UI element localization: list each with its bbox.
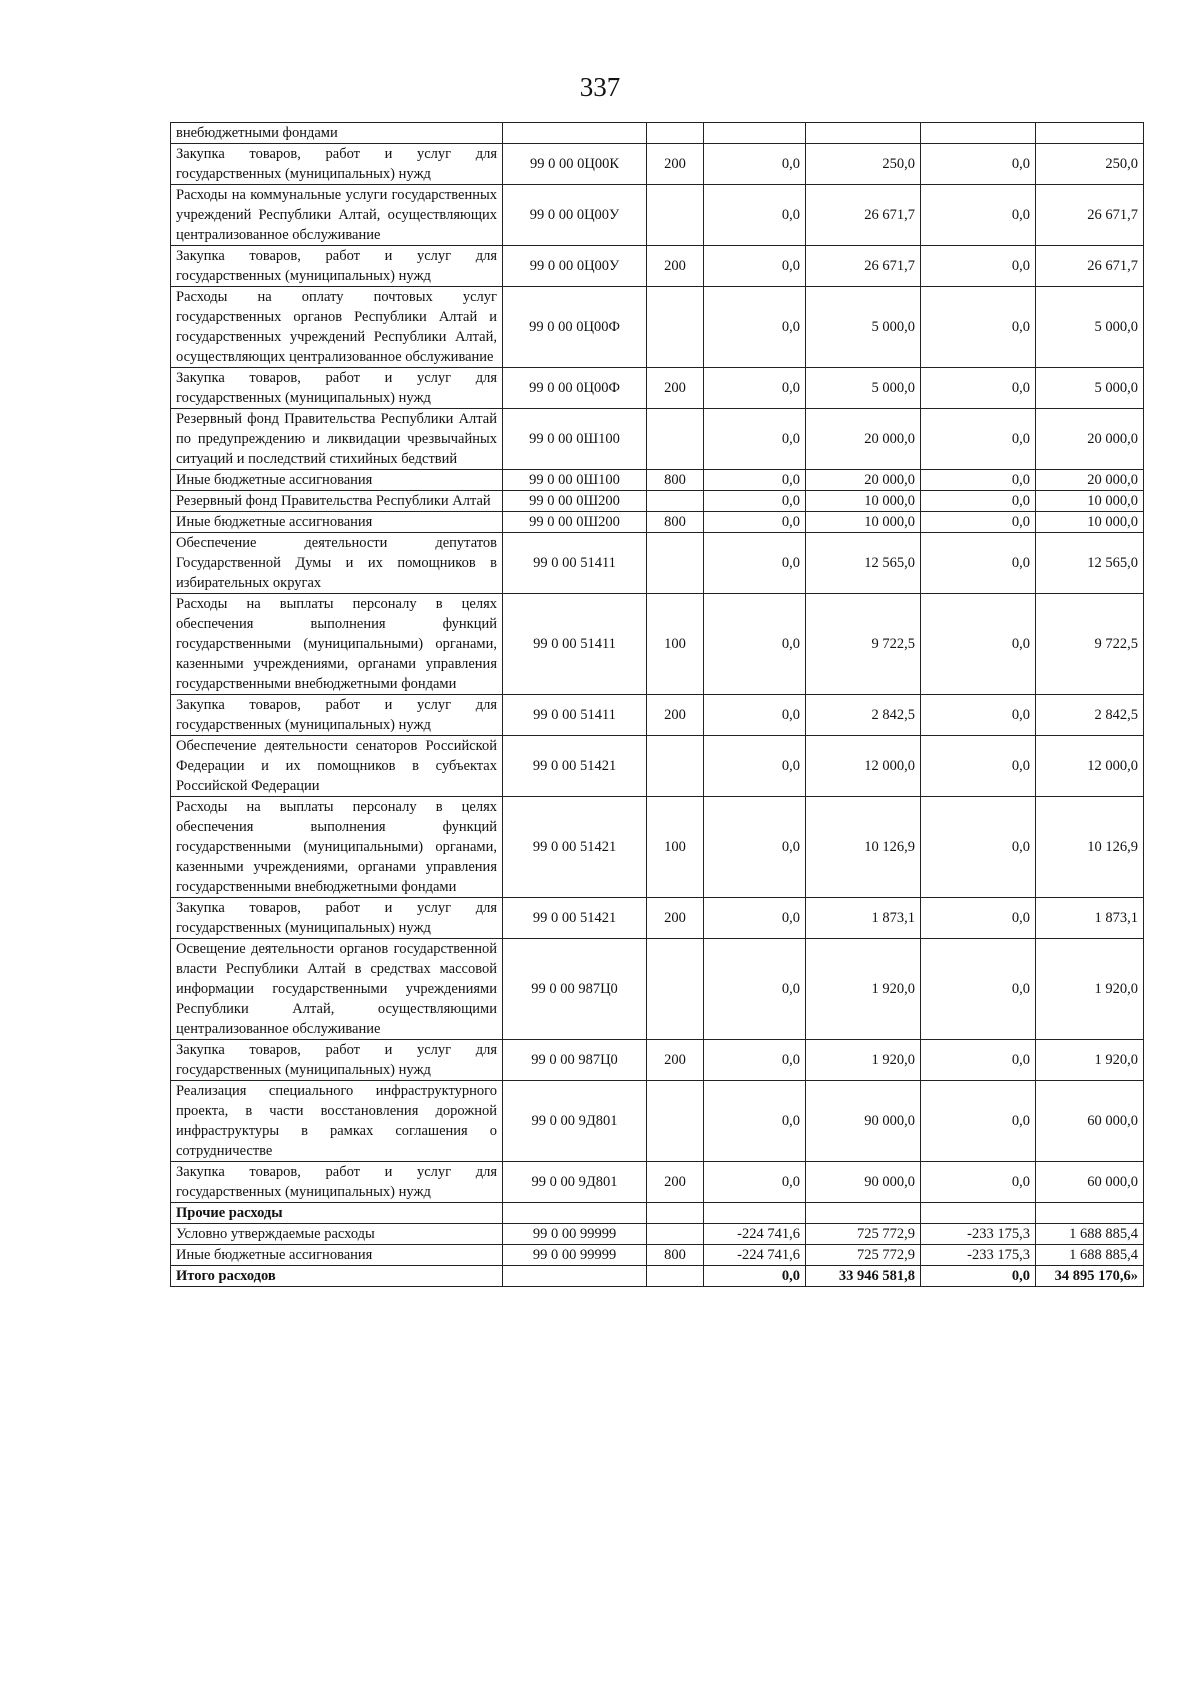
table-body	[171, 123, 1144, 1287]
budget-table	[170, 122, 1144, 1287]
cell-code: 99 0 00 9Д801	[503, 1162, 647, 1203]
cell-amount-2: 9 722,5	[806, 594, 921, 695]
cell-amount-4: 12 000,0	[1036, 736, 1144, 797]
cell-name: внебюджетными фондами	[171, 123, 503, 144]
cell-amount-3: 0,0	[921, 1162, 1036, 1203]
cell-amount-3: 0,0	[921, 287, 1036, 368]
cell-amount-4: 20 000,0	[1036, 470, 1144, 491]
cell-expense-type	[647, 939, 704, 1040]
cell-name: Закупка товаров, работ и услуг для государственных (муниципальных) нужд	[171, 246, 503, 287]
cell-amount-3: 0,0	[921, 898, 1036, 939]
cell-name: Расходы на выплаты персоналу в целях обеспечения выполнения функций государственными (муниципальными) органами, казенными учреждениями, органами управления государственными внебюджетными фондами	[171, 797, 503, 898]
cell-code: 99 0 00 0Ц00У	[503, 185, 647, 246]
cell-amount-4: 1 688 885,4	[1036, 1224, 1144, 1245]
cell-expense-type	[647, 409, 704, 470]
cell-name: Обеспечение деятельности сенаторов Российской Федерации и их помощников в субъектах Российской Федерации	[171, 736, 503, 797]
cell-amount-1: 0,0	[704, 1266, 806, 1287]
table-row	[171, 512, 1144, 533]
cell-expense-type: 200	[647, 1040, 704, 1081]
cell-amount-2: 33 946 581,8	[806, 1266, 921, 1287]
cell-code: 99 0 00 0Ц00Ф	[503, 368, 647, 409]
cell-amount-4: 12 565,0	[1036, 533, 1144, 594]
cell-name: Резервный фонд Правительства Республики Алтай	[171, 491, 503, 512]
cell-amount-1: 0,0	[704, 246, 806, 287]
cell-expense-type	[647, 185, 704, 246]
cell-code: 99 0 00 0Ш200	[503, 512, 647, 533]
table-row	[171, 797, 1144, 898]
table-row	[171, 368, 1144, 409]
cell-amount-2: 12 000,0	[806, 736, 921, 797]
cell-amount-2: 10 000,0	[806, 491, 921, 512]
cell-expense-type	[647, 287, 704, 368]
table-row	[171, 1040, 1144, 1081]
cell-amount-4: 9 722,5	[1036, 594, 1144, 695]
cell-expense-type	[647, 1081, 704, 1162]
table-row	[171, 1162, 1144, 1203]
cell-amount-1: 0,0	[704, 939, 806, 1040]
cell-amount-4: 20 000,0	[1036, 409, 1144, 470]
cell-amount-1: 0,0	[704, 287, 806, 368]
cell-code	[503, 1266, 647, 1287]
cell-code: 99 0 00 987Ц0	[503, 1040, 647, 1081]
cell-code: 99 0 00 0Ц00К	[503, 144, 647, 185]
cell-amount-3: 0,0	[921, 246, 1036, 287]
cell-name: Закупка товаров, работ и услуг для государственных (муниципальных) нужд	[171, 898, 503, 939]
cell-amount-4: 10 000,0	[1036, 491, 1144, 512]
cell-expense-type	[647, 1266, 704, 1287]
cell-amount-1: -224 741,6	[704, 1224, 806, 1245]
cell-amount-1: 0,0	[704, 695, 806, 736]
cell-code: 99 0 00 51411	[503, 695, 647, 736]
cell-code: 99 0 00 51421	[503, 898, 647, 939]
cell-amount-3: 0,0	[921, 368, 1036, 409]
cell-amount-1: 0,0	[704, 491, 806, 512]
cell-name: Закупка товаров, работ и услуг для государственных (муниципальных) нужд	[171, 1162, 503, 1203]
cell-amount-2: 90 000,0	[806, 1162, 921, 1203]
cell-amount-4: 34 895 170,6»	[1036, 1266, 1144, 1287]
cell-name: Итого расходов	[171, 1266, 503, 1287]
table-row	[171, 695, 1144, 736]
cell-name: Закупка товаров, работ и услуг для государственных (муниципальных) нужд	[171, 1040, 503, 1081]
cell-code: 99 0 00 51421	[503, 736, 647, 797]
cell-code: 99 0 00 0Ш100	[503, 470, 647, 491]
cell-expense-type	[647, 736, 704, 797]
cell-name: Освещение деятельности органов государственной власти Республики Алтай в средствах массовой информации государственными учреждениями Республики Алтай, осуществляющими централизованное обслуживание	[171, 939, 503, 1040]
cell-amount-2	[806, 1203, 921, 1224]
cell-amount-1: 0,0	[704, 409, 806, 470]
table-row	[171, 144, 1144, 185]
cell-amount-3: 0,0	[921, 939, 1036, 1040]
cell-code: 99 0 00 9Д801	[503, 1081, 647, 1162]
cell-code: 99 0 00 0Ц00Ф	[503, 287, 647, 368]
cell-name: Иные бюджетные ассигнования	[171, 512, 503, 533]
cell-amount-1: 0,0	[704, 144, 806, 185]
table-row	[171, 736, 1144, 797]
cell-name: Расходы на коммунальные услуги государственных учреждений Республики Алтай, осуществляющих централизованное обслуживание	[171, 185, 503, 246]
cell-amount-3	[921, 123, 1036, 144]
cell-amount-3: 0,0	[921, 470, 1036, 491]
cell-name: Закупка товаров, работ и услуг для государственных (муниципальных) нужд	[171, 695, 503, 736]
cell-expense-type: 100	[647, 797, 704, 898]
page-number: 337	[579, 72, 621, 102]
cell-amount-2: 1 873,1	[806, 898, 921, 939]
cell-amount-2: 20 000,0	[806, 470, 921, 491]
cell-amount-3: 0,0	[921, 1081, 1036, 1162]
cell-amount-3: 0,0	[921, 409, 1036, 470]
cell-amount-3: 0,0	[921, 185, 1036, 246]
cell-amount-1: 0,0	[704, 1081, 806, 1162]
cell-amount-2: 725 772,9	[806, 1224, 921, 1245]
cell-expense-type: 200	[647, 898, 704, 939]
cell-amount-1: -224 741,6	[704, 1245, 806, 1266]
cell-name: Реализация специального инфраструктурного проекта, в части восстановления дорожной инфраструктуры в рамках соглашения о сотрудничестве	[171, 1081, 503, 1162]
cell-amount-3: 0,0	[921, 1266, 1036, 1287]
cell-amount-1	[704, 1203, 806, 1224]
cell-code: 99 0 00 0Ц00У	[503, 246, 647, 287]
cell-amount-2: 20 000,0	[806, 409, 921, 470]
cell-expense-type: 200	[647, 368, 704, 409]
cell-amount-2: 10 000,0	[806, 512, 921, 533]
cell-code: 99 0 00 0Ш100	[503, 409, 647, 470]
cell-amount-2: 1 920,0	[806, 1040, 921, 1081]
cell-amount-4	[1036, 1203, 1144, 1224]
cell-amount-3: 0,0	[921, 144, 1036, 185]
cell-name: Обеспечение деятельности депутатов Государственной Думы и их помощников в избирательных округах	[171, 533, 503, 594]
table-row	[171, 1081, 1144, 1162]
cell-amount-2: 10 126,9	[806, 797, 921, 898]
cell-amount-2: 12 565,0	[806, 533, 921, 594]
cell-name: Расходы на выплаты персоналу в целях обеспечения выполнения функций государственными (муниципальными) органами, казенными учреждениями, органами управления государственными внебюджетными фондами	[171, 594, 503, 695]
cell-amount-1: 0,0	[704, 898, 806, 939]
table-row	[171, 1245, 1144, 1266]
table-row	[171, 246, 1144, 287]
cell-name: Иные бюджетные ассигнования	[171, 1245, 503, 1266]
table-row	[171, 533, 1144, 594]
cell-amount-4: 10 000,0	[1036, 512, 1144, 533]
cell-name: Закупка товаров, работ и услуг для государственных (муниципальных) нужд	[171, 368, 503, 409]
cell-amount-2: 1 920,0	[806, 939, 921, 1040]
cell-amount-1: 0,0	[704, 512, 806, 533]
cell-amount-2: 26 671,7	[806, 185, 921, 246]
table-row	[171, 939, 1144, 1040]
table-row	[171, 1224, 1144, 1245]
cell-amount-4: 1 688 885,4	[1036, 1245, 1144, 1266]
cell-amount-4: 60 000,0	[1036, 1162, 1144, 1203]
cell-amount-1: 0,0	[704, 368, 806, 409]
cell-expense-type: 200	[647, 246, 704, 287]
cell-amount-2	[806, 123, 921, 144]
cell-amount-1: 0,0	[704, 736, 806, 797]
cell-amount-4: 5 000,0	[1036, 287, 1144, 368]
cell-amount-3	[921, 1203, 1036, 1224]
cell-code: 99 0 00 51421	[503, 797, 647, 898]
cell-amount-3: 0,0	[921, 695, 1036, 736]
cell-name: Расходы на оплату почтовых услуг государственных органов Республики Алтай и государственных учреждений Республики Алтай, осуществляющих централизованное обслуживание	[171, 287, 503, 368]
cell-amount-3: -233 175,3	[921, 1224, 1036, 1245]
cell-code: 99 0 00 51411	[503, 594, 647, 695]
cell-code: 99 0 00 0Ш200	[503, 491, 647, 512]
cell-expense-type: 800	[647, 1245, 704, 1266]
cell-code: 99 0 00 987Ц0	[503, 939, 647, 1040]
table-row	[171, 491, 1144, 512]
cell-amount-2: 725 772,9	[806, 1245, 921, 1266]
cell-amount-1: 0,0	[704, 594, 806, 695]
cell-expense-type: 200	[647, 1162, 704, 1203]
cell-amount-1: 0,0	[704, 533, 806, 594]
cell-amount-4: 2 842,5	[1036, 695, 1144, 736]
table-row	[171, 409, 1144, 470]
cell-amount-3: 0,0	[921, 1040, 1036, 1081]
table-row	[171, 470, 1144, 491]
cell-name: Иные бюджетные ассигнования	[171, 470, 503, 491]
cell-amount-4: 1 873,1	[1036, 898, 1144, 939]
table-row	[171, 1203, 1144, 1224]
cell-expense-type: 800	[647, 470, 704, 491]
cell-amount-3: 0,0	[921, 512, 1036, 533]
cell-amount-3: 0,0	[921, 594, 1036, 695]
cell-code: 99 0 00 99999	[503, 1224, 647, 1245]
cell-expense-type	[647, 533, 704, 594]
cell-expense-type	[647, 1224, 704, 1245]
cell-expense-type	[647, 491, 704, 512]
cell-amount-2: 5 000,0	[806, 287, 921, 368]
cell-amount-2: 250,0	[806, 144, 921, 185]
table-row	[171, 287, 1144, 368]
cell-amount-2: 90 000,0	[806, 1081, 921, 1162]
cell-amount-2: 2 842,5	[806, 695, 921, 736]
table-row	[171, 123, 1144, 144]
cell-expense-type: 100	[647, 594, 704, 695]
cell-amount-3: 0,0	[921, 491, 1036, 512]
table-row	[171, 185, 1144, 246]
cell-code: 99 0 00 99999	[503, 1245, 647, 1266]
cell-amount-1: 0,0	[704, 185, 806, 246]
table-row	[171, 594, 1144, 695]
cell-amount-1: 0,0	[704, 1162, 806, 1203]
cell-name: Прочие расходы	[171, 1203, 503, 1224]
cell-amount-4	[1036, 123, 1144, 144]
cell-amount-4: 1 920,0	[1036, 1040, 1144, 1081]
cell-amount-4: 60 000,0	[1036, 1081, 1144, 1162]
cell-amount-3: 0,0	[921, 533, 1036, 594]
table-row	[171, 898, 1144, 939]
cell-expense-type: 200	[647, 695, 704, 736]
cell-code	[503, 123, 647, 144]
cell-expense-type: 800	[647, 512, 704, 533]
cell-amount-3: -233 175,3	[921, 1245, 1036, 1266]
cell-amount-1: 0,0	[704, 1040, 806, 1081]
cell-amount-4: 26 671,7	[1036, 246, 1144, 287]
cell-name: Условно утверждаемые расходы	[171, 1224, 503, 1245]
cell-amount-1: 0,0	[704, 470, 806, 491]
cell-amount-2: 26 671,7	[806, 246, 921, 287]
table-row	[171, 1266, 1144, 1287]
cell-amount-1	[704, 123, 806, 144]
cell-amount-4: 10 126,9	[1036, 797, 1144, 898]
cell-expense-type: 200	[647, 144, 704, 185]
cell-amount-3: 0,0	[921, 797, 1036, 898]
cell-expense-type	[647, 1203, 704, 1224]
cell-amount-4: 1 920,0	[1036, 939, 1144, 1040]
cell-amount-2: 5 000,0	[806, 368, 921, 409]
cell-amount-4: 5 000,0	[1036, 368, 1144, 409]
cell-amount-3: 0,0	[921, 736, 1036, 797]
cell-amount-4: 26 671,7	[1036, 185, 1144, 246]
cell-name: Закупка товаров, работ и услуг для государственных (муниципальных) нужд	[171, 144, 503, 185]
cell-amount-1: 0,0	[704, 797, 806, 898]
cell-amount-4: 250,0	[1036, 144, 1144, 185]
cell-name: Резервный фонд Правительства Республики Алтай по предупреждению и ликвидации чрезвычайных ситуаций и последствий стихийных бедствий	[171, 409, 503, 470]
cell-code	[503, 1203, 647, 1224]
cell-expense-type	[647, 123, 704, 144]
cell-code: 99 0 00 51411	[503, 533, 647, 594]
